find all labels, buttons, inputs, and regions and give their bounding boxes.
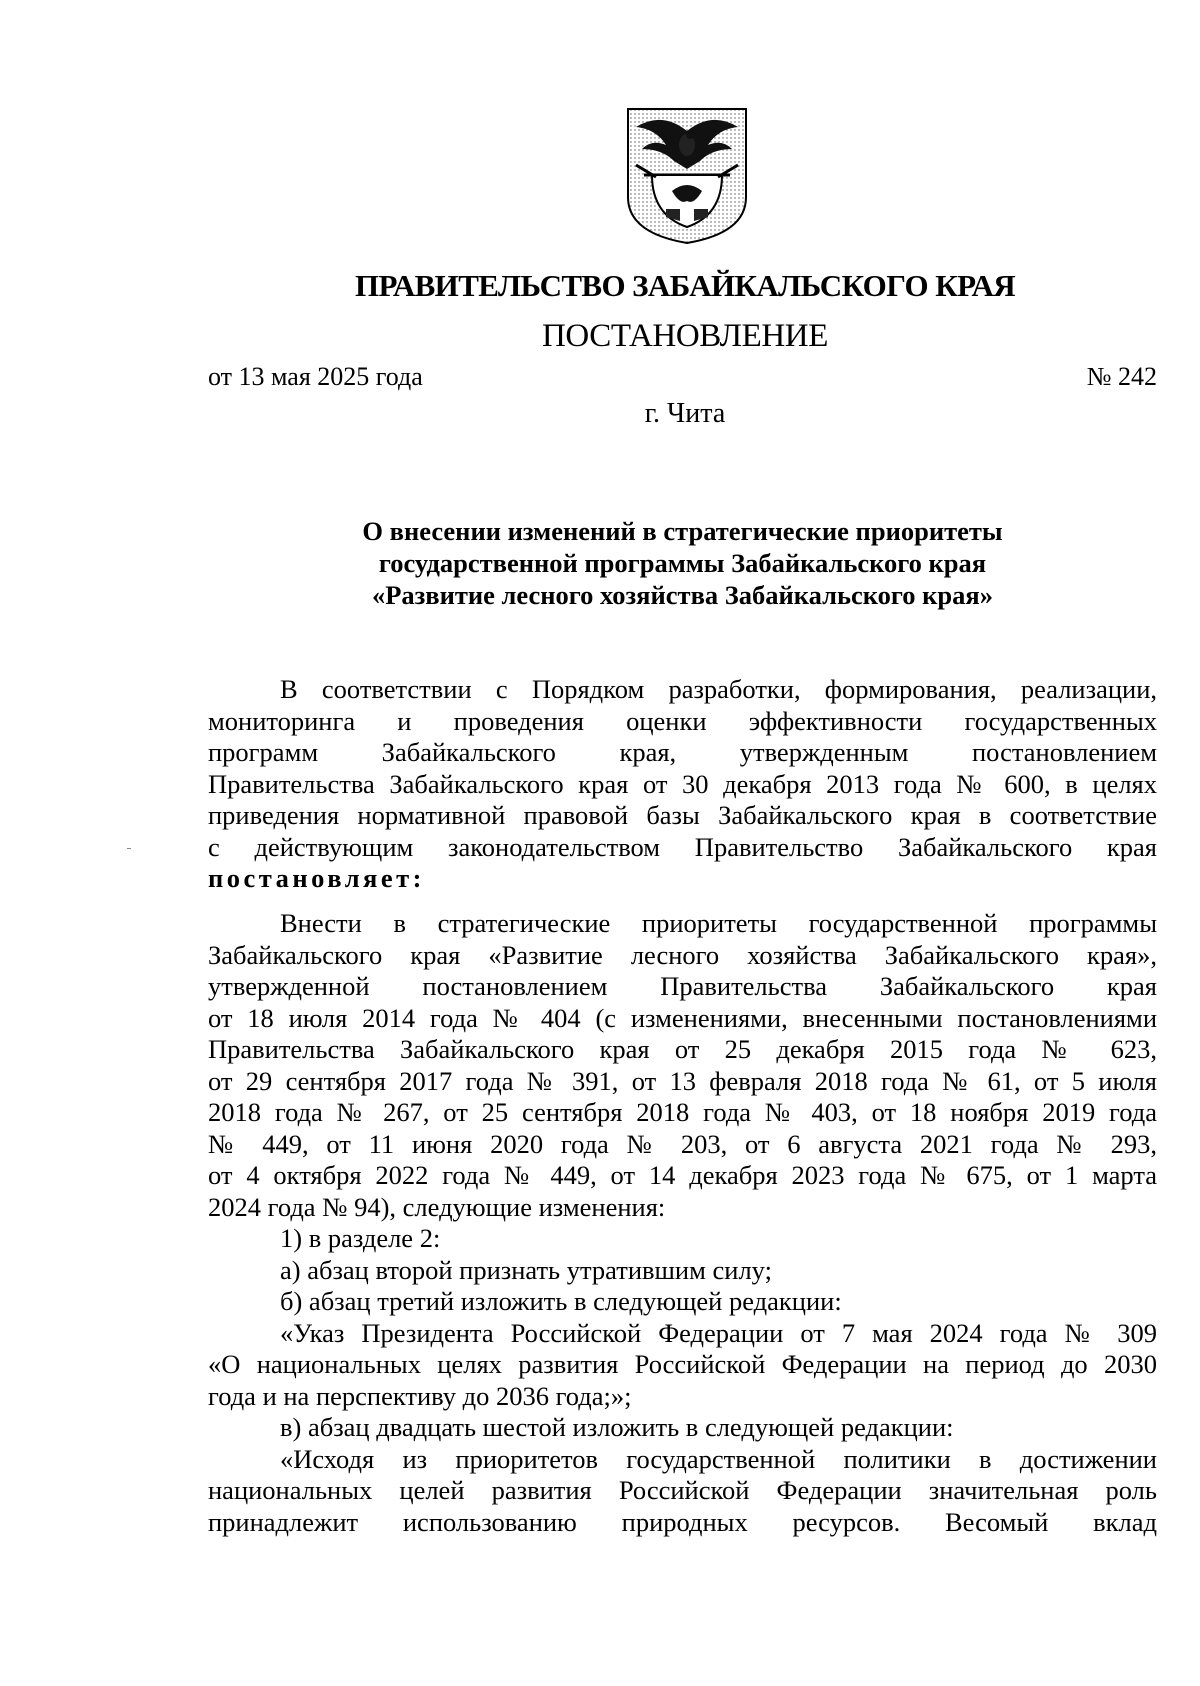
text-line: «Указ Президента Российской Федерации от 7 мая 2024 года № 309	[280, 1317, 1157, 1348]
main-paragraph	[208, 908, 1157, 1538]
title-line: О внесении изменений в стратегические приоритеты	[362, 516, 1003, 546]
text-line: программ Забайкальского края, утвержденным постановлением	[208, 737, 1157, 767]
organization-title: ПРАВИТЕЛЬСТВО ЗАБАЙКАЛЬСКОГО КРАЯ	[354, 268, 1016, 303]
document-type: ПОСТАНОВЛЕНИЕ	[542, 318, 828, 354]
text-line: «О национальных целях развития Российской Федерации на период до 2030	[208, 1349, 1157, 1379]
title-line: «Развитие лесного хозяйства Забайкальского края»	[371, 580, 994, 610]
preamble-paragraph	[208, 674, 1157, 895]
text-line: года и на перспективу до 2036 года;»;	[208, 1380, 632, 1411]
text-line: а) абзац второй признать утратившим силу;	[280, 1254, 772, 1285]
text-line: 1) в разделе 2:	[280, 1223, 441, 1253]
text-line: «Исходя из приоритетов государственной политики в достижении	[280, 1443, 1157, 1474]
text-line: от 18 июля 2014 года № 404 (с изменениями, внесенными постановлениями	[208, 1002, 1157, 1033]
text-line: Забайкальского края «Развитие лесного хозяйства Забайкальского края»,	[208, 939, 1157, 970]
text-line: № 449, от 11 июня 2020 года № 203, от 6 августа 2021 года № 293,	[208, 1128, 1157, 1159]
coat-of-arms-icon	[622, 105, 752, 245]
text-line: 2018 года № 267, от 25 сентября 2018 года № 403, от 18 ноября 2019 года	[208, 1097, 1157, 1127]
text-line: в) абзац двадцать шестой изложить в следующей редакции:	[280, 1412, 954, 1442]
text-line: от 4 октября 2022 года № 449, от 14 декабря 2023 года № 675, от 1 марта	[208, 1160, 1157, 1190]
decree-word: постановляет:	[208, 863, 425, 893]
text-line: с действующим законодательством Правительство Забайкальского края	[208, 831, 1157, 862]
text-line: Правительства Забайкальского края от 30 декабря 2013 года № 600, в целях	[208, 768, 1157, 799]
document-number: № 242	[1086, 362, 1157, 391]
text-line: национальных целей развития Российской Федерации значительная роль	[208, 1475, 1157, 1505]
text-line: Внести в стратегические приоритеты государственной программы	[280, 908, 1157, 938]
text-line: мониторинга и проведения оценки эффективности государственных	[208, 705, 1157, 736]
text-line: б) абзац третий изложить в следующей редакции:	[280, 1286, 842, 1316]
text-line: утвержденной постановлением Правительства Забайкальского края	[208, 971, 1157, 1001]
document-date: от 13 мая 2025 года	[208, 362, 423, 391]
text-line: от 29 сентября 2017 года № 391, от 13 февраля 2018 года № 61, от 5 июля	[208, 1065, 1157, 1096]
text-line: приведения нормативной правовой базы Забайкальского края в соответствие	[208, 800, 1157, 830]
title-line: государственной программы Забайкальского края	[378, 548, 987, 578]
text-line: В соответствии с Порядком разработки, формирования, реализации,	[280, 674, 1157, 704]
text-line: 2024 года № 94), следующие изменения:	[208, 1191, 666, 1222]
margin-mark	[127, 848, 131, 849]
text-line: принадлежит использованию природных ресурсов. Весомый вклад	[208, 1506, 1157, 1537]
text-line: Правительства Забайкальского края от 25 декабря 2015 года № 623,	[208, 1034, 1157, 1064]
document-city: г. Чита	[644, 398, 726, 429]
document-title	[208, 515, 1157, 611]
